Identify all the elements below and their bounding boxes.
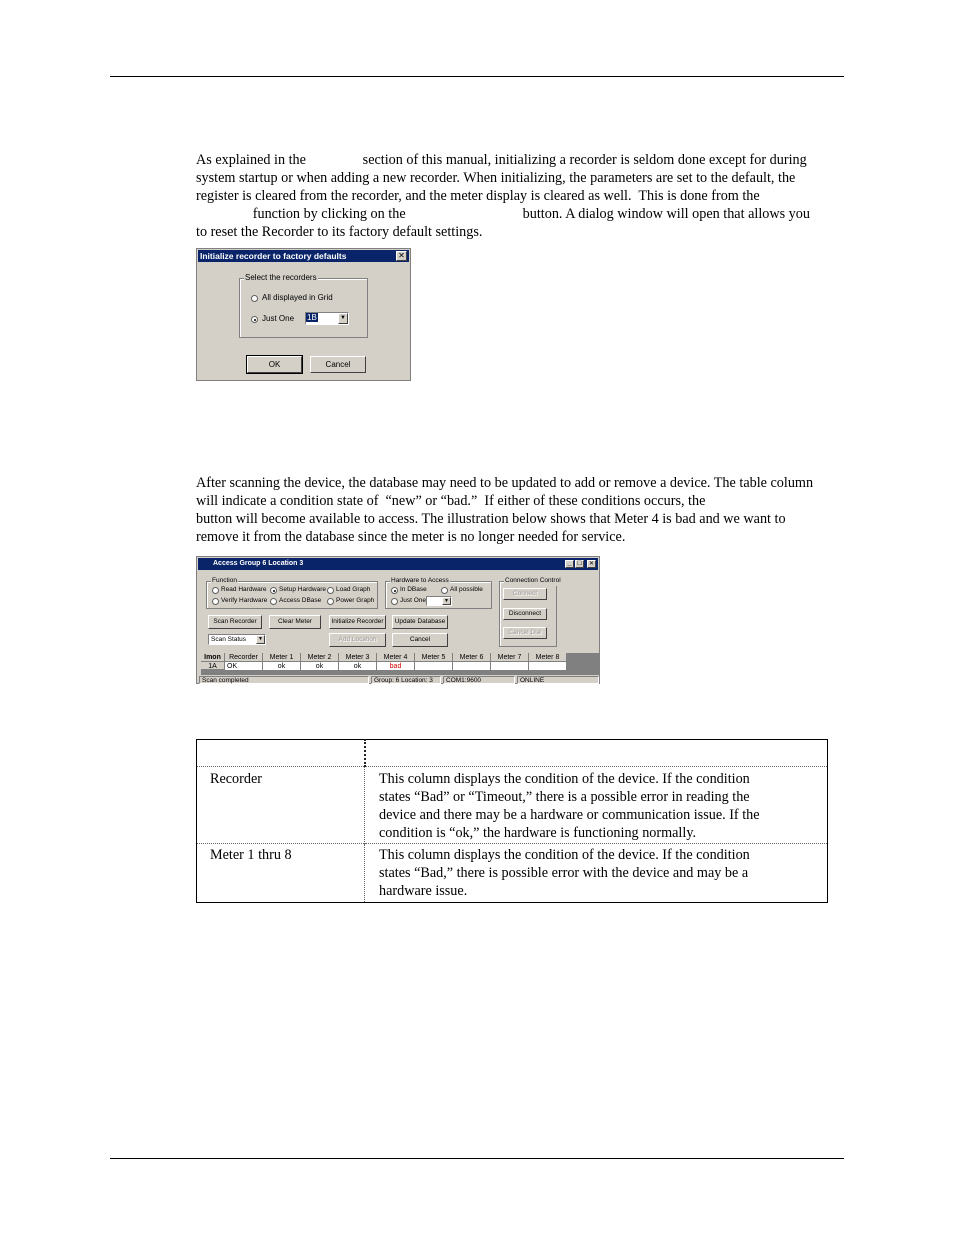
header-cell-description	[365, 740, 828, 767]
access-group-dialog	[196, 556, 600, 684]
grid-header-cell: Meter 5	[415, 653, 453, 662]
row-name: Recorder	[210, 771, 262, 787]
cancel-button[interactable]: Cancel	[392, 633, 448, 647]
status-bar	[199, 676, 597, 684]
scan-status-select[interactable]	[208, 634, 266, 645]
intro-line-5: to reset the Recorder to its factory default settings.	[196, 224, 483, 240]
recorder-select[interactable]	[305, 312, 349, 325]
all-in-grid-label: All displayed in Grid	[262, 293, 333, 302]
cancel-dial-button[interactable]: Cancel Dial	[503, 627, 547, 639]
just-one-radio[interactable]	[251, 316, 258, 323]
desc-line: states “Bad” or “Timeout,” there is a possible error in reading the	[379, 789, 750, 805]
maximize-icon[interactable]: □	[575, 560, 584, 568]
desc-line: This column displays the condition of the device. If the condition	[379, 771, 750, 787]
update-line-3: button will become available to access. The illustration below shows that Meter 4 is bad and we want to	[196, 511, 786, 527]
grid-cell-meter-3[interactable]: ok	[339, 662, 377, 670]
grid-cell-meter-8[interactable]	[529, 662, 567, 670]
grid-header-cell: Meter 4	[377, 653, 415, 662]
power-graph-radio[interactable]	[327, 598, 334, 605]
update-paragraph	[196, 474, 844, 546]
row-description	[365, 767, 828, 844]
desc-line: This column displays the condition of the device. If the condition	[379, 847, 750, 863]
table-header-row	[197, 740, 828, 767]
status-location: Group: 6 Location: 3	[371, 676, 441, 684]
row-name: Meter 1 thru 8	[210, 847, 292, 863]
grid-cell-meter-1[interactable]: ok	[263, 662, 301, 670]
group-label: Select the recorders	[245, 273, 317, 282]
column-description-table	[196, 739, 828, 903]
table-row	[197, 767, 828, 844]
status-message: Scan completed	[199, 676, 369, 684]
read-hardware-label: Read Hardware	[221, 586, 267, 593]
group-label: Function	[212, 577, 237, 584]
connect-button[interactable]: Connect	[503, 588, 547, 600]
update-line-2: will indicate a condition state of “new” or “bad.” If either of these conditions occurs, the	[196, 493, 706, 509]
hardware-access-group	[385, 577, 492, 609]
status-port: COM1:9600	[443, 676, 515, 684]
status-state: ONLINE	[517, 676, 599, 684]
intro-line-2: system startup or when adding a new recorder. When initializing, the parameters are set to the default, the	[196, 170, 796, 186]
desc-line: hardware issue.	[379, 883, 468, 899]
selected-recorder: 1B	[307, 313, 317, 322]
read-hardware-radio[interactable]	[212, 587, 219, 594]
dialog-title: Initialize recorder to factory defaults	[200, 251, 347, 261]
grid-header-cell: Meter 2	[301, 653, 339, 662]
table-row	[197, 844, 828, 903]
grid-cell-meter-7[interactable]	[491, 662, 529, 670]
ok-button[interactable]: OK	[247, 356, 302, 373]
dialog-title: Access Group 6 Location 3	[213, 560, 304, 567]
setup-hardware-label: Setup Hardware	[279, 586, 326, 593]
footer-rule	[110, 1158, 844, 1159]
access-dbase-label: Access DBase	[279, 597, 322, 604]
select-recorders-group	[239, 273, 368, 338]
update-database-button[interactable]: Update Database	[392, 615, 448, 629]
chevron-down-icon[interactable]: ▼	[256, 635, 265, 644]
initialize-recorder-dialog	[196, 248, 411, 381]
close-icon[interactable]: ✕	[396, 251, 407, 261]
add-location-button[interactable]: Add Location	[329, 633, 386, 647]
power-graph-label: Power Graph	[336, 597, 375, 604]
setup-hardware-radio[interactable]	[270, 587, 277, 594]
grid-header-cell: Meter 3	[339, 653, 377, 662]
grid-header-cell: Meter 7	[491, 653, 529, 662]
grid-header-cell: Meter 1	[263, 653, 301, 662]
clear-meter-button[interactable]: Clear Meter	[269, 615, 321, 629]
intro-line-3: register is cleared from the recorder, and the meter display is cleared as well. This is done from the	[196, 188, 760, 204]
close-icon[interactable]: ✕	[588, 561, 595, 567]
desc-line: condition is “ok,” the hardware is functioning normally.	[379, 825, 697, 841]
chevron-down-icon[interactable]: ▼	[442, 597, 451, 605]
scan-status-value: Scan Status	[211, 636, 247, 643]
verify-hardware-label: Verify Hardware	[221, 597, 268, 604]
header-rule	[110, 76, 844, 77]
header-cell-name	[197, 740, 365, 767]
dialog-titlebar	[198, 558, 598, 570]
chevron-down-icon[interactable]: ▼	[338, 313, 348, 324]
grid-cell-meter-5[interactable]	[415, 662, 453, 670]
just-one-label: Just One	[262, 314, 295, 323]
desc-line: device and there may be a hardware or communication issue. If the	[379, 807, 760, 823]
dialog-titlebar	[198, 250, 409, 262]
group-label: Connection Control	[505, 577, 561, 584]
grid-cell-recorder[interactable]: OK	[225, 662, 263, 670]
in-dbase-label: In DBase	[400, 586, 427, 593]
grid-cell-meter-6[interactable]	[453, 662, 491, 670]
just-one-label: Just One	[400, 597, 427, 604]
intro-paragraph	[196, 151, 844, 241]
intro-line-4: function by clicking on the button. A dialog window will open that allows you	[196, 206, 810, 222]
connection-control-group	[499, 577, 561, 647]
just-one-select[interactable]	[426, 596, 452, 606]
function-group	[206, 577, 378, 609]
grid-header-cell: Meter 6	[453, 653, 491, 662]
grid-header-cell: Recorder	[225, 653, 263, 662]
all-in-grid-radio[interactable]	[251, 295, 258, 302]
grid-cell-imon[interactable]: 1A	[201, 662, 225, 670]
access-dbase-radio[interactable]	[270, 598, 277, 605]
disconnect-button[interactable]: Disconnect	[503, 608, 547, 620]
minimize-icon[interactable]: _	[565, 560, 574, 568]
update-line-1: After scanning the device, the database may need to be updated to add or remove a device. The table column	[196, 475, 814, 491]
in-dbase-radio[interactable]	[391, 587, 398, 594]
grid-cell-meter-2[interactable]: ok	[301, 662, 339, 670]
scan-recorder-button[interactable]: Scan Recorder	[208, 615, 262, 629]
grid-cell-meter-4[interactable]: bad	[377, 662, 415, 670]
group-label: Hardware to Access	[391, 577, 449, 584]
grid-header-cell: Imon	[201, 653, 225, 662]
just-one-radio[interactable]	[391, 598, 398, 605]
initialize-recorder-button[interactable]: Initialize Recorder	[329, 615, 386, 629]
status-grid	[201, 653, 599, 675]
cancel-button[interactable]: Cancel	[310, 356, 366, 373]
desc-line: states “Bad,” there is possible error with the device and may be a	[379, 865, 749, 881]
load-graph-radio[interactable]	[327, 587, 334, 594]
row-description	[365, 844, 828, 903]
all-possible-label: All possible	[450, 586, 483, 593]
grid-header-cell: Meter 8	[529, 653, 567, 662]
load-graph-label: Load Graph	[336, 586, 371, 593]
update-line-4: remove it from the database since the meter is no longer needed for service.	[196, 529, 626, 545]
all-possible-radio[interactable]	[441, 587, 448, 594]
verify-hardware-radio[interactable]	[212, 598, 219, 605]
intro-line-1: As explained in the section of this manual, initializing a recorder is seldom done except for during	[196, 152, 807, 168]
